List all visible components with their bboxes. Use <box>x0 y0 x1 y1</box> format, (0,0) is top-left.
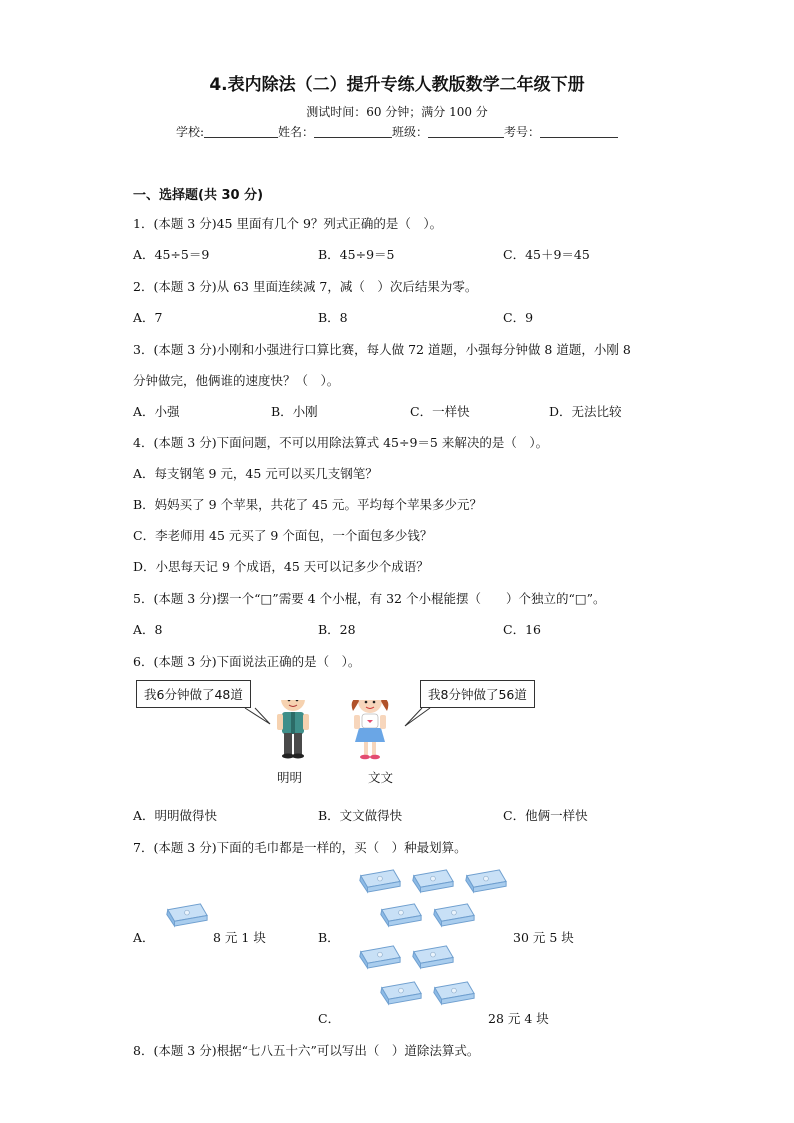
towel-icon <box>376 902 424 928</box>
name-label: 姓名： <box>278 125 315 139</box>
girl-name-label: 文文 <box>368 770 394 785</box>
name-blank[interactable] <box>314 125 392 138</box>
q3-option-b[interactable]: B．小刚 <box>271 404 318 419</box>
q6-stem: 6．(本题 3 分)下面说法正确的是（ ）。 <box>133 654 361 669</box>
q2-option-a[interactable]: A．7 <box>133 310 163 325</box>
q1-option-a[interactable]: A．45÷5＝9 <box>133 247 210 262</box>
q7-option-b-price: 30 元 5 块 <box>513 930 574 945</box>
q7-option-b-label[interactable]: B． <box>318 930 340 945</box>
q1-stem: 1．(本题 3 分)45 里面有几个 9？列式正确的是（ ）。 <box>133 216 443 231</box>
towel-icon <box>408 868 456 894</box>
q7-option-c-label[interactable]: C． <box>318 1011 341 1026</box>
q6-option-a[interactable]: A．明明做得快 <box>133 808 218 823</box>
q3-option-c[interactable]: C．一样快 <box>410 404 470 419</box>
bubble-tail-left <box>245 708 270 724</box>
section-heading: 一、选择题(共 30 分) <box>133 188 264 203</box>
speech-bubble-right: 我8分钟做了56道 <box>420 680 535 708</box>
girl-figure <box>352 700 389 759</box>
q4-option-b[interactable]: B．妈妈买了 9 个苹果，共花了 45 元。平均每个苹果多少元？ <box>133 497 482 512</box>
q3-stem-line1: 3．(本题 3 分)小刚和小强进行口算比赛，每人做 72 道题，小强每分钟做 8 道题，小刚 8 <box>133 342 631 357</box>
q7-option-a-price: 8 元 1 块 <box>213 930 266 945</box>
towel-icon <box>376 980 424 1006</box>
q5-option-b[interactable]: B．28 <box>318 622 356 637</box>
bubble-tail-right <box>405 708 430 726</box>
q4-option-c[interactable]: C．李老师用 45 元买了 9 个面包，一个面包多少钱？ <box>133 528 433 543</box>
q4-option-a[interactable]: A．每支钢笔 9 元，45 元可以买几支钢笔？ <box>133 466 378 481</box>
test-info: 测试时间：60 分钟；满分 100 分 <box>306 105 488 119</box>
q6-option-c[interactable]: C．他俩一样快 <box>503 808 588 823</box>
school-blank[interactable] <box>204 125 278 138</box>
q2-option-c[interactable]: C．9 <box>503 310 534 325</box>
q4-option-d[interactable]: D．小思每天记 9 个成语，45 天可以记多少个成语？ <box>133 559 429 574</box>
q5-option-a[interactable]: A．8 <box>133 622 163 637</box>
q8-stem: 8．(本题 3 分)根据“七八五十六”可以写出（ ）道除法算式。 <box>133 1043 480 1058</box>
q3-option-d[interactable]: D．无法比较 <box>549 404 622 419</box>
q6-option-b[interactable]: B．文文做得快 <box>318 808 403 823</box>
id-blank[interactable] <box>540 125 618 138</box>
class-blank[interactable] <box>428 125 504 138</box>
q7-option-a-label[interactable]: A． <box>133 930 155 945</box>
q2-stem: 2．(本题 3 分)从 63 里面连续减 7，减（ ）次后结果为零。 <box>133 279 478 294</box>
boy-figure <box>277 700 309 759</box>
q7-stem: 7．(本题 3 分)下面的毛巾都是一样的，买（ ）种最划算。 <box>133 840 467 855</box>
q3-stem-line2: 分钟做完，他俩谁的速度快？（ ）。 <box>133 373 340 388</box>
towel-icon <box>429 902 477 928</box>
towel-icon <box>461 868 509 894</box>
q1-option-c[interactable]: C．45＋9＝45 <box>503 247 590 262</box>
towel-icon <box>355 944 403 970</box>
boy-name-label: 明明 <box>277 770 303 785</box>
q5-stem: 5．(本题 3 分)摆一个“□”需要 4 个小棍，有 32 个小棍能摆（ ）个独立的“□”。 <box>133 591 606 606</box>
q1-option-b[interactable]: B．45÷9＝5 <box>318 247 395 262</box>
page-title: 4.表内除法（二）提升专练人教版数学二年级下册 <box>209 75 585 95</box>
towel-icon <box>162 902 210 928</box>
student-info-line <box>0 123 794 140</box>
q7-option-c-price: 28 元 4 块 <box>488 1011 549 1026</box>
towel-icon <box>355 868 403 894</box>
towel-icon <box>408 944 456 970</box>
q5-option-c[interactable]: C．16 <box>503 622 541 637</box>
q6-illustration <box>130 700 550 790</box>
id-label: 考号： <box>504 125 541 139</box>
school-label: 学校: <box>175 125 204 139</box>
q2-option-b[interactable]: B．8 <box>318 310 348 325</box>
class-label: 班级： <box>392 125 429 139</box>
q4-stem: 4．(本题 3 分)下面问题，不可以用除法算式 45÷9＝5 来解决的是（ ）。 <box>133 435 549 450</box>
speech-bubble-left: 我6分钟做了48道 <box>136 680 251 708</box>
q3-option-a[interactable]: A．小强 <box>133 404 180 419</box>
towel-icon <box>429 980 477 1006</box>
